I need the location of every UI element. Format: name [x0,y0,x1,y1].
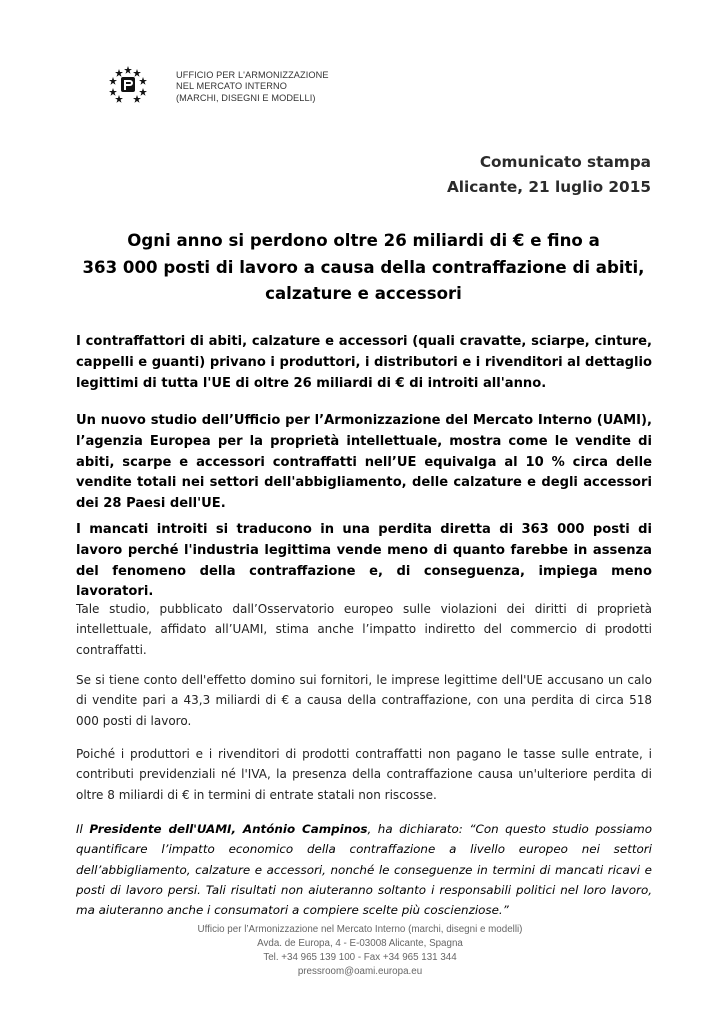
lead-paragraph-3 [76,520,652,603]
body-paragraph-2 [76,670,652,731]
quote-paragraph [76,819,652,920]
body-paragraph-1 [76,599,652,660]
org-line-2: NEL MERCATO INTERNO [176,81,287,92]
footer-org: Ufficio per l’Armonizzazione nel Mercato Interno (marchi, disegni e modelli) [197,924,523,935]
ohim-logo-icon [106,64,150,104]
press-heading [447,150,651,200]
quote-speaker: Presidente dell'UAMI, António Campinos [89,822,368,836]
body-paragraph-3 [76,744,652,805]
lead-paragraph-2 [76,411,652,515]
quote-text: “Con questo studio possiamo quantificare l’impatto economico della contraffazione a livello europeo nei settori dell’abbigliamento, calzature e accessori, nonché le conseguenze in termini di mancati ricavi e posti di lavoro persi. Tali risultati non aiuteranno soltanto i responsabili politici nel loro lavoro, ma aiuteranno anche i consumatori a compiere scelte più coscienziose.” [76,822,652,918]
headline-line-2: 363 000 posti di lavoro a causa della contraffazione di abiti, [82,257,645,277]
headline-line-3: calzature e accessori [265,284,462,303]
paragraph-text: Un nuovo studio dell’Ufficio per l’Armonizzazione del Mercato Interno (UAMI), l’agenzia Europea per la proprietà intellettuale, mostra come le vendite di abiti, scarpe e accessori contraffatti nell’UE equivalga al 10 % circa delle vendite totali nei settori dell'abbigliamento, delle calzature e degli accessori dei 28 Paesi dell'UE. [76,413,652,512]
org-name [176,70,329,104]
footer [150,923,570,979]
org-line-3: (MARCHI, DISEGNI E MODELLI) [176,92,316,103]
press-date: Alicante, 21 luglio 2015 [446,178,651,196]
quote-verb: , ha dichiarato: [367,822,470,836]
footer-phone: Tel. +34 965 139 100 - Fax +34 965 131 344 [263,952,457,963]
paragraph-text: I contraffattori di abiti, calzature e accessori (quali cravatte, sciarpe, cinture, cappelli e guanti) privano i produttori, i distributori e i rivenditori al dettaglio legittimi di tutta l'UE di oltre 26 miliardi di € di introiti all'anno. [76,334,652,391]
lead-paragraph-1 [76,332,652,394]
paragraph-text: Tale studio, pubblicato dall’Osservatorio europeo sulle violazioni dei diritti di proprietà intellettuale, affidato all’UAMI, stima anche l’impatto indiretto del commercio di prodotti contraffatti. [76,602,652,657]
paragraph-text: I mancati introiti si traducono in una perdita diretta di 363 000 posti di lavoro perché l'industria legittima vende meno di quanto farebbe in assenza del fenomeno della contraffazione e, di conseguenza, impiega meno lavoratori. [76,522,652,600]
paragraph-text: Poiché i produttori e i rivenditori di prodotti contraffatti non pagano le tasse sulle entrate, i contributi previdenziali né l'IVA, la presenza della contraffazione causa un'ulteriore perdita di oltre 8 miliardi di € in termini di entrate statali non riscosse. [76,747,652,802]
quote-intro: Il [76,822,90,836]
paragraph-text: Se si tiene conto dell'effetto domino sui fornitori, le imprese legittime dell'UE accusano un calo di vendite pari a 43,3 miliardi di € a causa della contraffazione, con una perdita di circa 518 000 posti di lavoro. [76,673,652,728]
org-line-1: UFFICIO PER L'ARMONIZZAZIONE [176,70,329,80]
footer-address: Avda. de Europa, 4 - E-03008 Alicante, Spagna [257,938,463,949]
headline [76,228,651,308]
headline-line-1: Ogni anno si perdono oltre 26 miliardi di € e fino a [127,231,600,250]
press-label: Comunicato stampa [479,153,651,171]
footer-email: pressroom@oami.europa.eu [297,966,423,977]
